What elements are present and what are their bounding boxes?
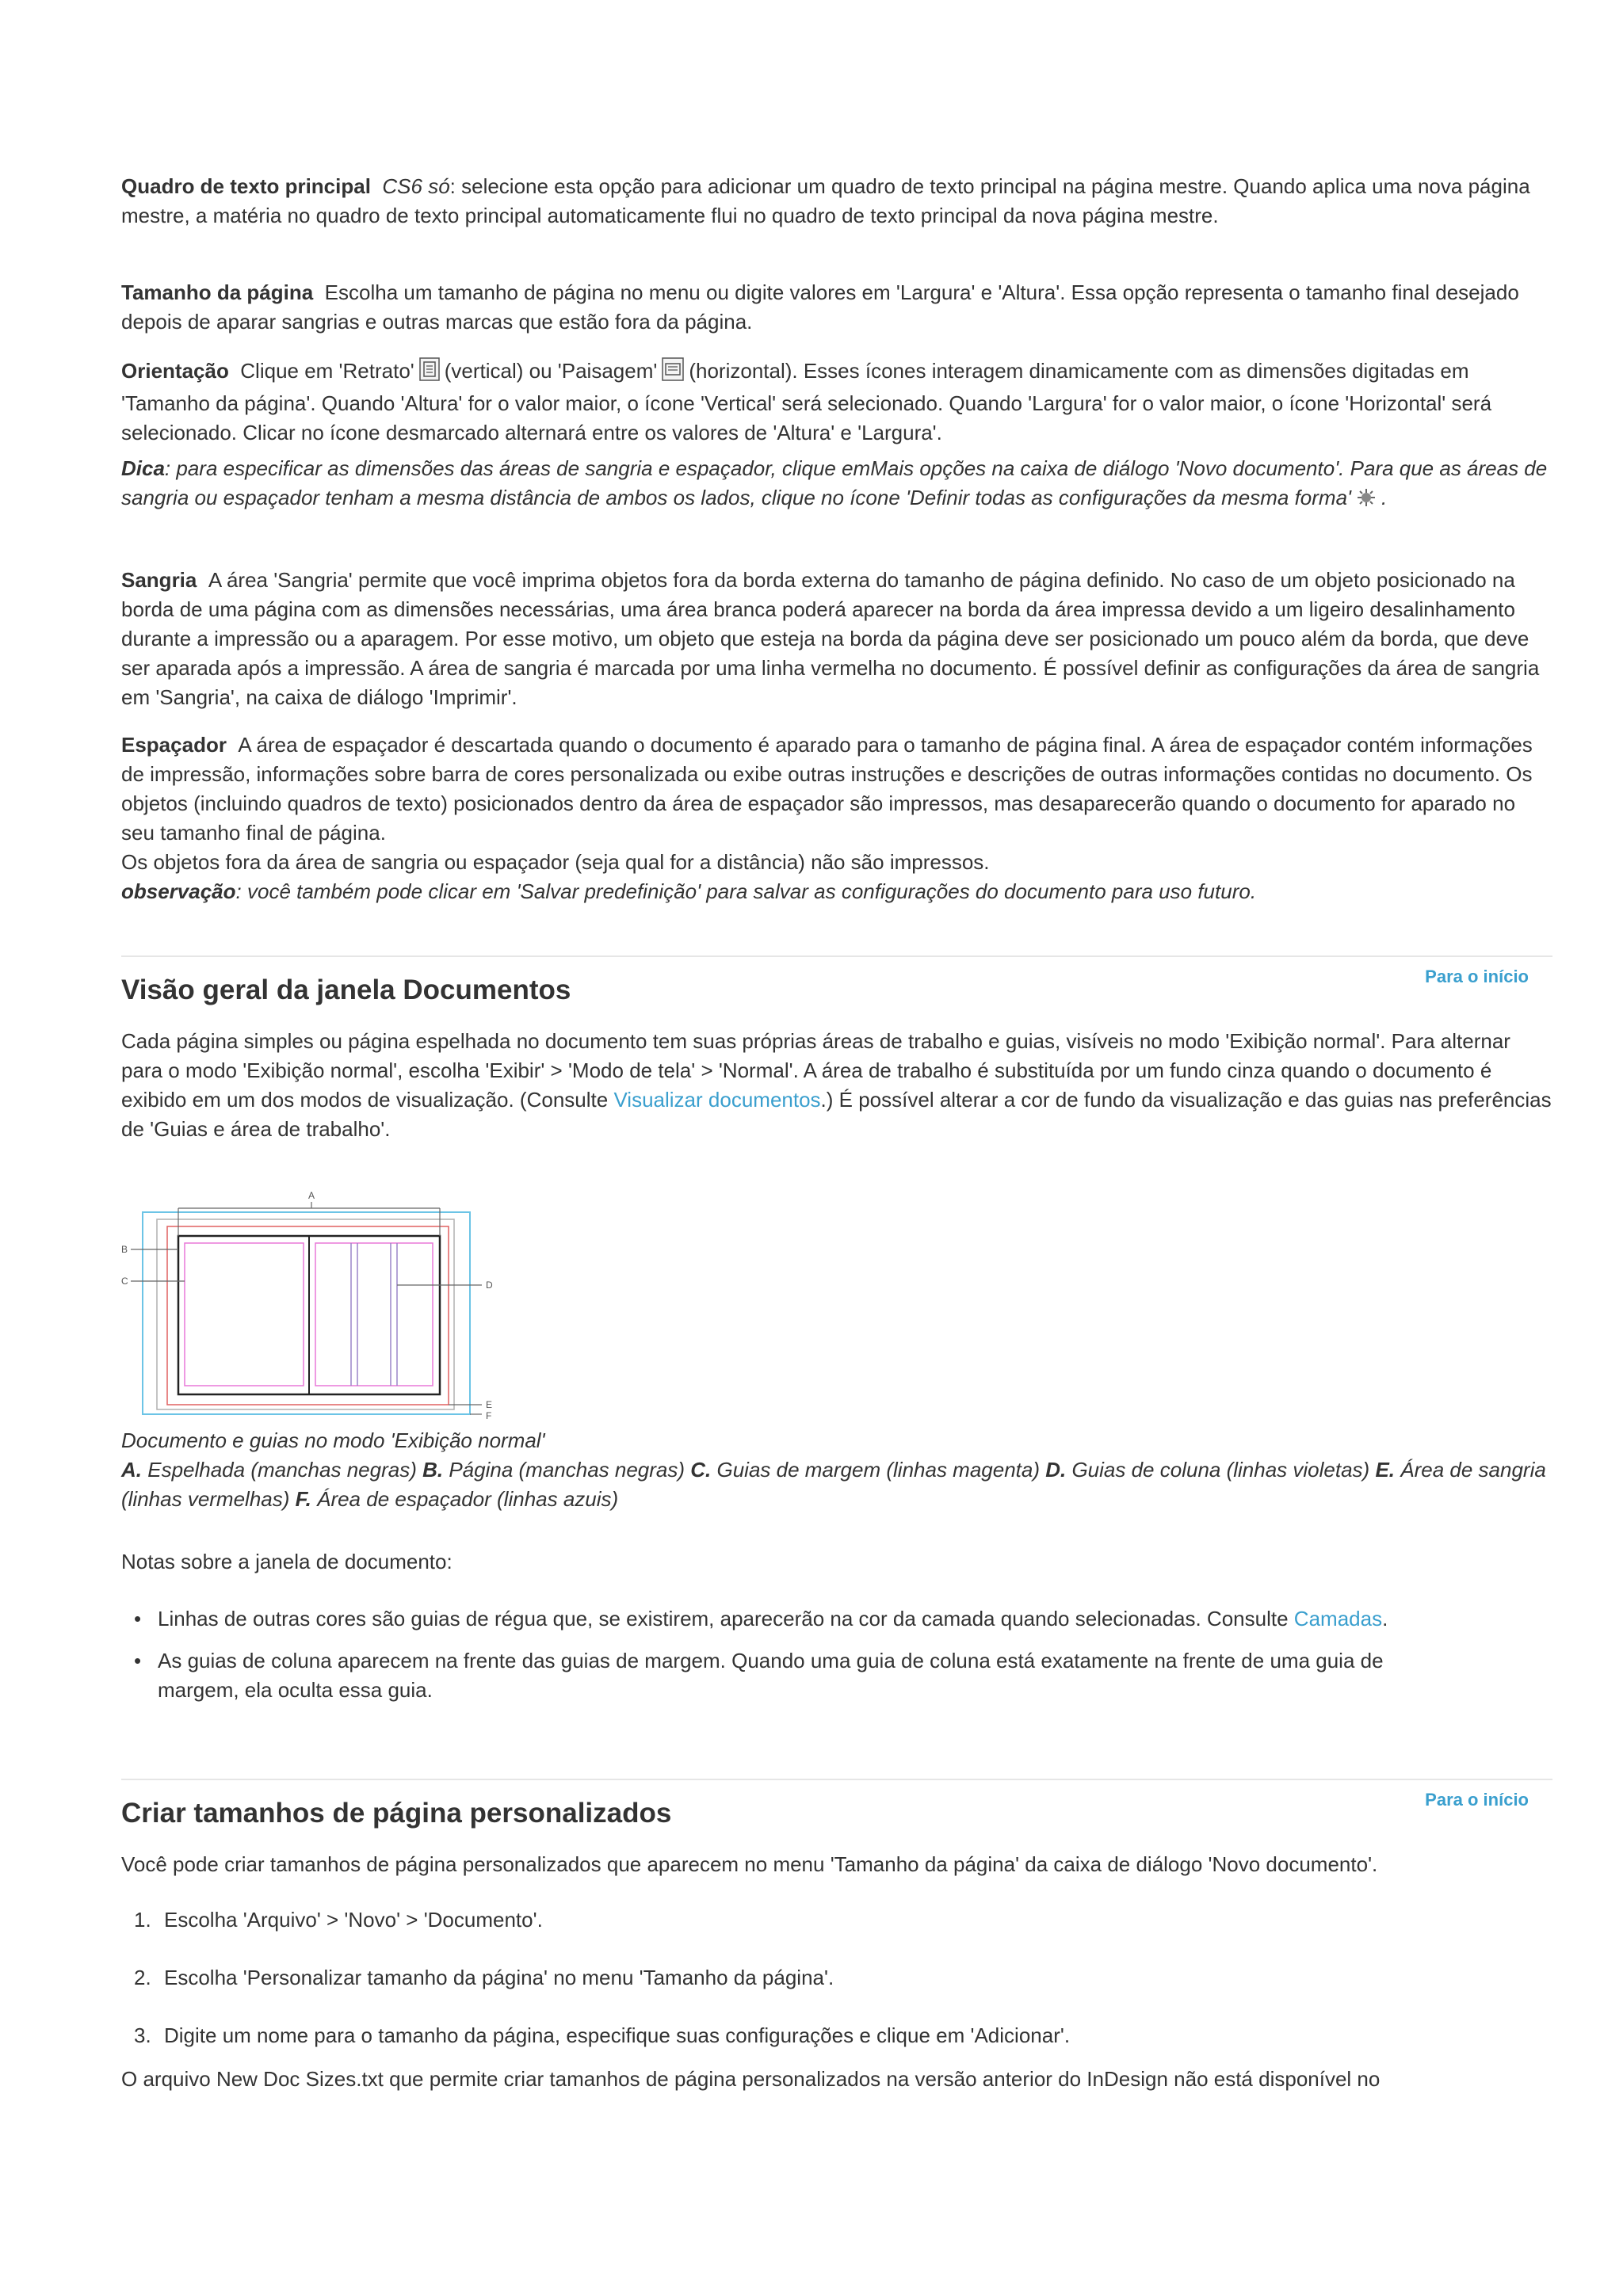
definition-term: Sangria bbox=[121, 568, 197, 592]
caption-key: E. bbox=[1375, 1458, 1396, 1482]
intro-text-b: .) É possível alterar a cor de fundo da visualização e das guias nas preferências de 'Guias e área de trabalho'. bbox=[121, 1088, 1552, 1141]
back-to-top-link[interactable]: Para o início bbox=[1425, 967, 1529, 986]
step-item bbox=[121, 2021, 1552, 2050]
caption-text: Espelhada (manchas negras) bbox=[142, 1458, 423, 1482]
link-all-settings-icon bbox=[1356, 486, 1377, 516]
criar-intro-text: Você pode criar tamanhos de página personalizados que aparecem no menu 'Tamanho da página' da caixa de diálogo 'Novo documento'. bbox=[121, 1852, 1378, 1876]
step-text: Escolha 'Arquivo' > 'Novo' > 'Documento'. bbox=[164, 1908, 543, 1932]
definition-text: A área de espaçador é descartada quando o documento é aparado para o tamanho de página final. A área de espaçador contém informações de impressão, informações sobre barra de cores personalizada ou exibe outras instruções e descrições de outras informações contidas no documento. Os objetos (incluindo quadros de texto) posicionados dentro da área de espaçador são impressos, mas desaparecerão quando o documento for aparado no seu tamanho final de página. bbox=[121, 733, 1533, 845]
caption-text: Guias de margem (linhas magenta) bbox=[711, 1458, 1046, 1482]
visualizar-documentos-link[interactable]: Visualizar documentos bbox=[613, 1088, 821, 1112]
figure-caption bbox=[121, 1426, 1552, 1514]
definition-term: Quadro de texto principal bbox=[121, 174, 371, 198]
caption-legend bbox=[121, 1455, 1552, 1514]
camadas-link[interactable]: Camadas bbox=[1293, 1607, 1383, 1630]
caption-key: A. bbox=[121, 1458, 142, 1482]
figure-label-c: C bbox=[121, 1276, 128, 1287]
definition-text: A área 'Sangria' permite que você imprima objetos fora da borda externa do tamanho de página definido. No caso de um objeto posicionado na borda de uma página com as dimensões necessárias, uma área branca poderá aparecer na borda da área impressa devido a um ligeiro desalinhamento durante a impressão ou a aparagem. Por esse motivo, um objeto que esteja na borda da página deve ser posicionado um pouco além da borda, que deve ser aparada após a impressão. A área de sangria é marcada por uma linha vermelha no documento. É possível definir as configurações da área de sangria em 'Sangria', na caixa de diálogo 'Imprimir'. bbox=[121, 568, 1540, 709]
quadro-definition bbox=[121, 172, 1552, 231]
back-to-top-link[interactable]: Para o início bbox=[1425, 1790, 1529, 1810]
section-divider bbox=[121, 955, 1552, 957]
figure-label-b: B bbox=[121, 1244, 128, 1255]
caption-text: Área de espaçador (linhas azuis) bbox=[311, 1487, 619, 1511]
definition-term: Tamanho da página bbox=[121, 280, 314, 304]
figure-label-f: F bbox=[486, 1410, 492, 1421]
definition-text-b: (vertical) ou 'Paisagem' bbox=[444, 359, 658, 383]
figure-label-a: A bbox=[308, 1190, 315, 1201]
bullet: • bbox=[134, 1607, 142, 1630]
tamanho-definition bbox=[121, 278, 1552, 337]
step-number: 1. bbox=[134, 1908, 151, 1932]
sangria-definition bbox=[121, 566, 1552, 712]
list-item-text: Linhas de outras cores são guias de régua que, se existirem, aparecerão na cor da camada quando selecionadas. Consulte bbox=[158, 1607, 1294, 1630]
caption-key: D. bbox=[1045, 1458, 1067, 1482]
definition-text: : selecione esta opção para adicionar um quadro de texto principal na página mestre. Quando aplica uma nova página mestre, a matéria no quadro de texto principal automaticamente flui no quadro de texto principal da nova página mestre. bbox=[121, 174, 1530, 227]
definition-term: Espaçador bbox=[121, 733, 227, 757]
criar-footer-text: O arquivo New Doc Sizes.txt que permite criar tamanhos de página personalizados na versão anterior do InDesign não está disponível no bbox=[121, 2067, 1381, 2091]
step-text: Digite um nome para o tamanho da página, especifique suas configurações e clique em 'Adicionar'. bbox=[164, 2023, 1071, 2047]
definition-text-a: Clique em 'Retrato' bbox=[240, 359, 414, 383]
list-item bbox=[121, 1646, 1421, 1705]
step-item bbox=[121, 1963, 1552, 1993]
notes-list bbox=[121, 1604, 1421, 1705]
caption-key: F. bbox=[295, 1487, 311, 1511]
section-heading: Criar tamanhos de página personalizados bbox=[121, 1798, 672, 1829]
caption-key: C. bbox=[690, 1458, 712, 1482]
note-term: observação bbox=[121, 879, 236, 903]
notes-intro bbox=[121, 1547, 1552, 1577]
steps-list bbox=[121, 1905, 1552, 2050]
landscape-icon bbox=[662, 357, 684, 389]
list-item-end: . bbox=[1382, 1607, 1388, 1630]
orientacao-definition bbox=[121, 357, 1552, 448]
document-guides-figure bbox=[121, 1184, 1552, 1422]
step-text: Escolha 'Personalizar tamanho da página' no menu 'Tamanho da página'. bbox=[164, 1966, 834, 1989]
list-item-text: As guias de coluna aparecem na frente das guias de margem. Quando uma guia de coluna está exatamente na frente de uma guia de margem, ela oculta essa guia. bbox=[158, 1649, 1384, 1702]
espacador-definition bbox=[121, 730, 1552, 906]
note-term: Dica bbox=[121, 456, 165, 480]
caption-key: B. bbox=[422, 1458, 444, 1482]
note-end: . bbox=[1381, 486, 1388, 509]
section-divider bbox=[121, 1779, 1552, 1780]
caption-text: Página (manchas negras) bbox=[443, 1458, 691, 1482]
step-number: 2. bbox=[134, 1966, 151, 1989]
note-text: : você também pode clicar em 'Salvar predefinição' para salvar as configurações do documento para uso futuro. bbox=[235, 879, 1257, 903]
bullet: • bbox=[134, 1649, 142, 1672]
definition-qualifier: CS6 só bbox=[382, 174, 450, 198]
step-number: 3. bbox=[134, 2023, 151, 2047]
step-item bbox=[121, 1905, 1552, 1935]
definition-text-c: (horizontal). Esses ícones interagem dinamicamente com as dimensões digitadas em 'Tamanho da página'. Quando 'Altura' for o valor maior, o ícone 'Vertical' será selecionado. Quando 'Largura' for o valor maior, o ícone 'Horizontal' será selecionado. Clicar no ícone desmarcado alternará entre os valores de 'Altura' e 'Largura'. bbox=[121, 359, 1492, 444]
criar-footer bbox=[121, 2065, 1552, 2094]
definition-term: Orientação bbox=[121, 359, 229, 383]
caption-title: Documento e guias no modo 'Exibição normal' bbox=[121, 1428, 545, 1452]
espacador-extra: Os objetos fora da área de sangria ou espaçador (seja qual for a distância) não são impressos. bbox=[121, 850, 990, 874]
intro-text-a: Cada página simples ou página espelhada no documento tem suas próprias áreas de trabalho e guias, visíveis no modo 'Exibição normal'. Para alternar para o modo 'Exibição normal', escolha 'Exibir' > 'Modo de tela' > 'Normal'. A área de trabalho é substituída por um fundo cinza quando o documento é exibido em um dos modos de visualização. (Consulte bbox=[121, 1029, 1510, 1112]
list-item bbox=[121, 1604, 1421, 1634]
visao-intro bbox=[121, 1027, 1552, 1144]
notes-intro-text: Notas sobre a janela de documento: bbox=[121, 1550, 453, 1573]
portrait-icon bbox=[419, 357, 440, 389]
criar-intro bbox=[121, 1850, 1552, 1879]
definition-text: Escolha um tamanho de página no menu ou digite valores em 'Largura' e 'Altura'. Essa opção representa o tamanho final desejado depois de aparar sangrias e outras marcas que estão fora da página. bbox=[121, 280, 1519, 334]
figure-label-d: D bbox=[486, 1280, 493, 1291]
section-heading: Visão geral da janela Documentos bbox=[121, 974, 571, 1005]
dica-note bbox=[121, 454, 1552, 516]
caption-text: Área de sangria (linhas vermelhas) bbox=[121, 1458, 1546, 1511]
figure-label-e: E bbox=[486, 1399, 493, 1410]
note-text: : para especificar as dimensões das áreas de sangria e espaçador, clique emMais opções na caixa de diálogo 'Novo documento'. Para que as áreas de sangria ou espaçador tenham a mesma distância de ambos os lados, clique no ícone 'Definir todas as configurações da mesma forma' bbox=[121, 456, 1548, 509]
caption-text: Guias de coluna (linhas violetas) bbox=[1066, 1458, 1376, 1482]
